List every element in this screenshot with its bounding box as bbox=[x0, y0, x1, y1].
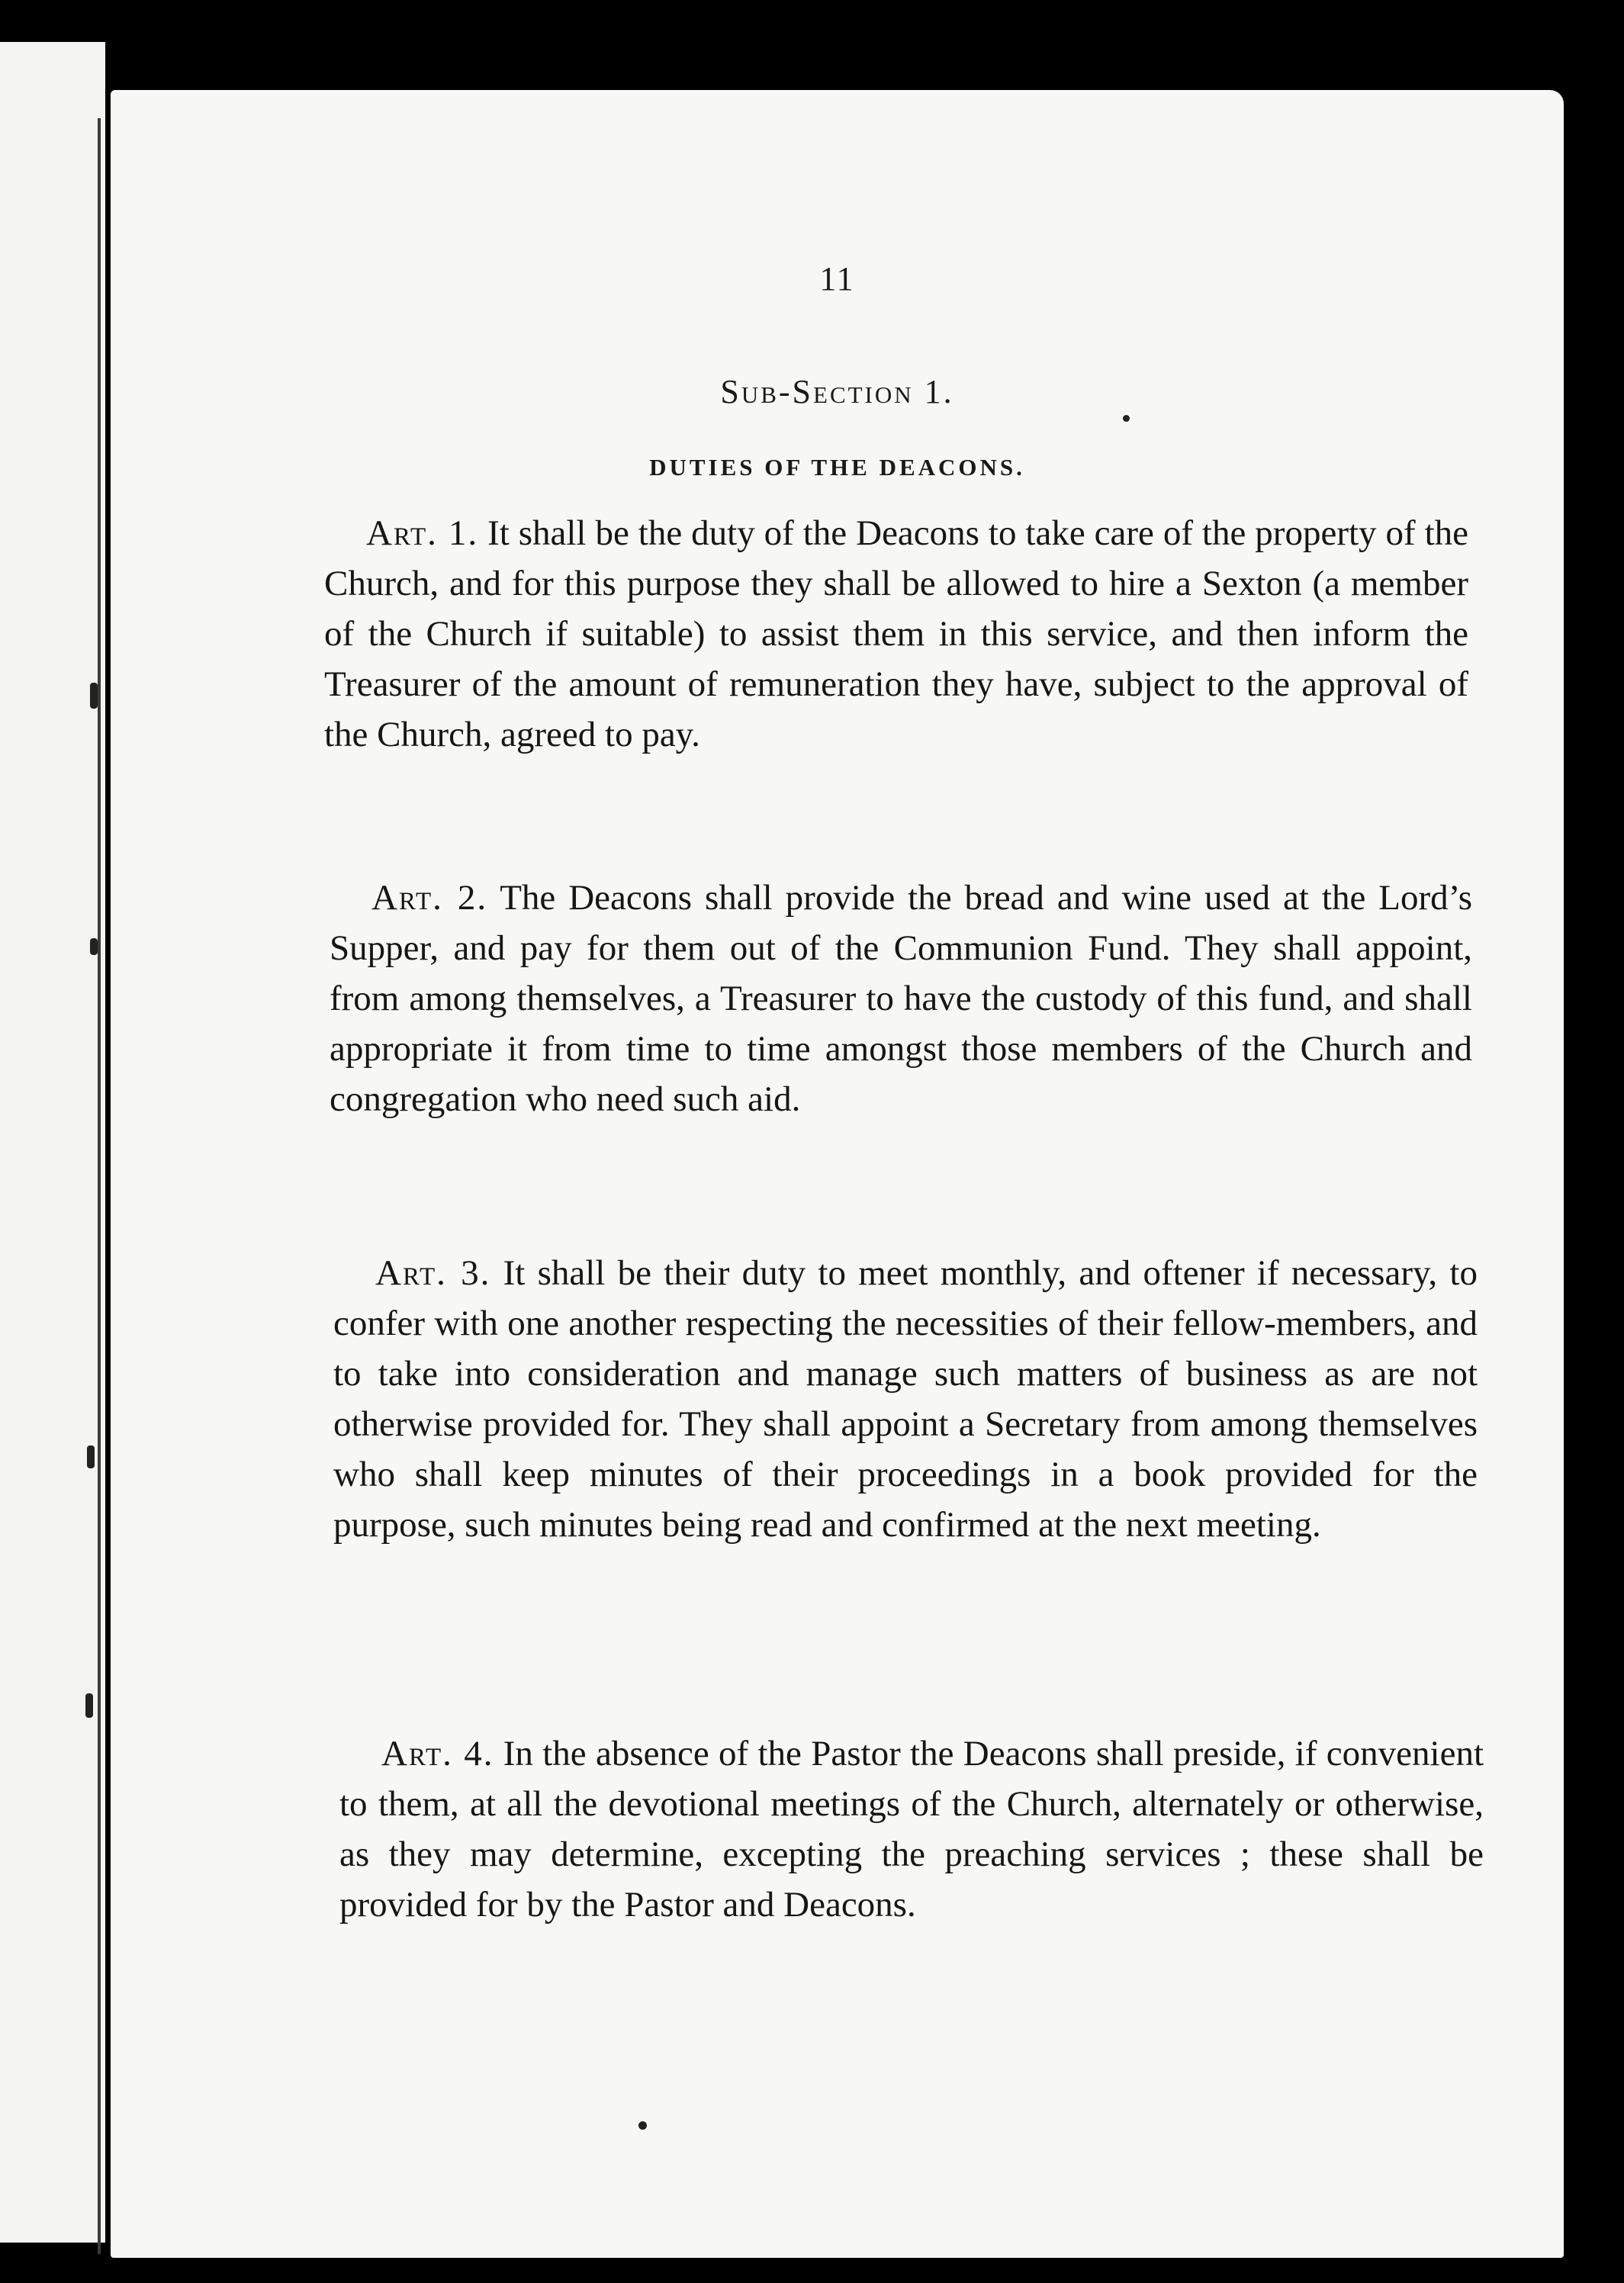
article-4 bbox=[339, 1728, 1484, 1930]
article-2 bbox=[330, 873, 1472, 1124]
article-2-text: The Deacons shall provide the bread and wine used at the Lord’s Supper, and pay for them out of the Communion Fund. They shall appoint, from among themselves, a Treasurer to have the custody of this fund, and shall appropriate it from time to time amongst those members of the Church and congregation who need such aid. bbox=[330, 878, 1473, 1119]
article-1-label: Art. 1. bbox=[366, 513, 479, 553]
article-3-text: It shall be their duty to meet monthly, and oftener if necessary, to confer with one another respecting the necessities of their fellow-members, and to take into consideration and manage such matters of business as are not otherwise provided for. They shall appoint a Secretary from among themselves who shall keep minutes of their proceedings in a book provided for the purpose, such minutes being read and confirmed at the next meeting. bbox=[333, 1253, 1478, 1545]
article-2-label: Art. 2. bbox=[371, 878, 488, 918]
book-page bbox=[111, 90, 1564, 2258]
binding-gutter-line bbox=[98, 118, 101, 2254]
facing-page-edge bbox=[0, 42, 105, 2243]
edge-blemish bbox=[90, 938, 98, 955]
article-1 bbox=[324, 508, 1468, 760]
article-1-text: It shall be the duty of the Deacons to take care of the property of the Church, and for this purpose they shall be allowed to hire a Sexton (a member of the Church if suitable) to assist them in this service, and then inform the Treasurer of the amount of remuneration they have, subject to the approval of the Church, agreed to pay. bbox=[324, 513, 1469, 754]
subsection-title: Sub-Section 1. bbox=[720, 373, 954, 410]
edge-blemish bbox=[87, 1445, 95, 1468]
article-4-label: Art. 4. bbox=[381, 1734, 494, 1773]
article-3 bbox=[333, 1248, 1478, 1550]
edge-blemish bbox=[85, 1693, 93, 1718]
ink-speck bbox=[638, 2121, 647, 2130]
edge-blemish bbox=[90, 683, 98, 709]
article-4-text: In the absence of the Pastor the Deacons shall preside, if convenient to them, at all the devotional meetings of the Church, alternately or otherwise, as they may determine, excepting the preaching services ; these shall be provided for by the Pastor and Deacons. bbox=[339, 1734, 1484, 1924]
page-number: 11 bbox=[819, 260, 855, 297]
ink-speck bbox=[1123, 415, 1130, 422]
article-3-label: Art. 3. bbox=[375, 1253, 491, 1293]
section-heading: DUTIES OF THE DEACONS. bbox=[649, 454, 1025, 481]
